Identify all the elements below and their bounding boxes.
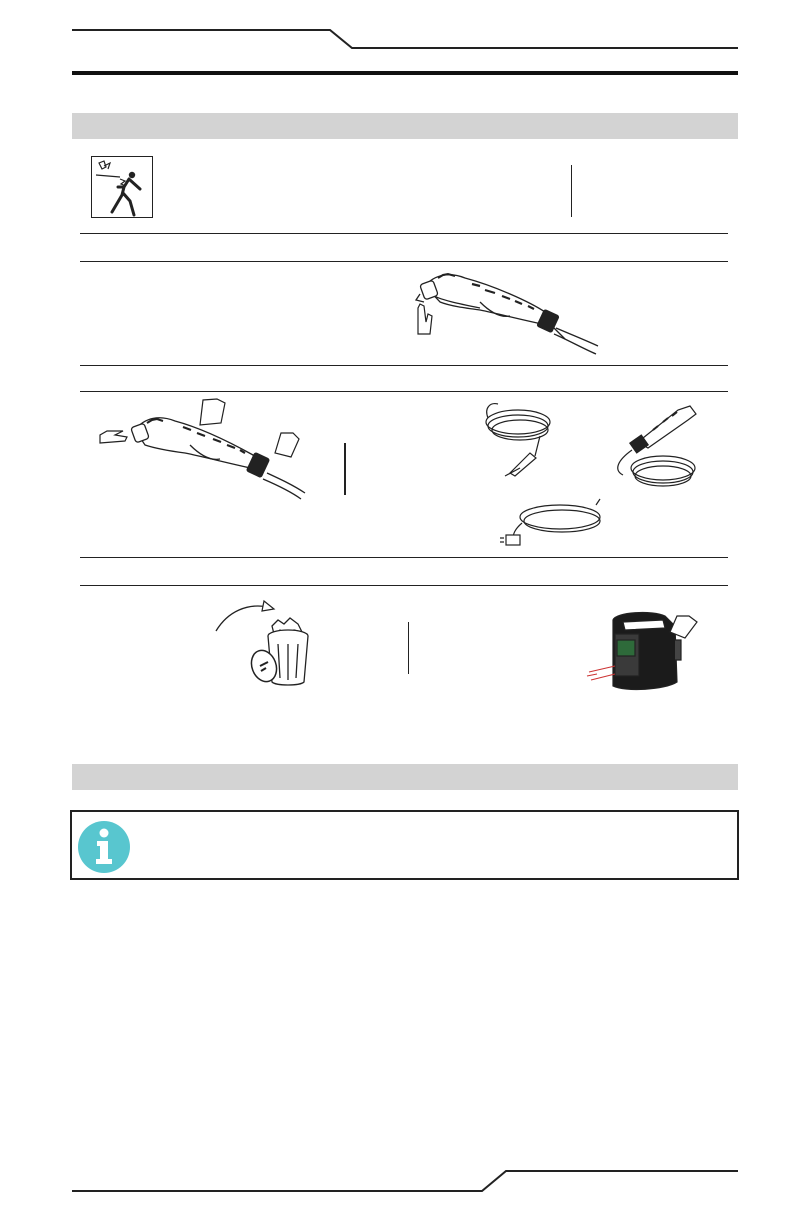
divider: [80, 585, 728, 586]
torch-cable-illustration: [608, 400, 703, 495]
torch-inspection-illustration: [95, 395, 315, 500]
trash-bin-icon: [244, 616, 314, 688]
footer-rule: [0, 1160, 792, 1200]
info-icon: [78, 821, 130, 873]
electric-shock-warning-icon: [91, 156, 153, 218]
maintenance-band: [72, 113, 738, 139]
divider: [80, 365, 728, 366]
vertical-divider: [571, 165, 572, 217]
torch-illustration: [410, 264, 610, 364]
vertical-divider: [408, 622, 409, 674]
vertical-divider: [344, 443, 346, 495]
header-rule: [0, 0, 792, 80]
divider: [80, 391, 728, 392]
divider: [80, 557, 728, 558]
plasma-cutter-machine-illustration: [585, 610, 705, 695]
info-note-box: [70, 810, 739, 880]
divider: [80, 261, 728, 262]
service-band: [72, 764, 738, 790]
ground-cable-illustration: [480, 398, 560, 478]
power-cable-illustration: [500, 495, 605, 550]
divider: [80, 233, 728, 234]
